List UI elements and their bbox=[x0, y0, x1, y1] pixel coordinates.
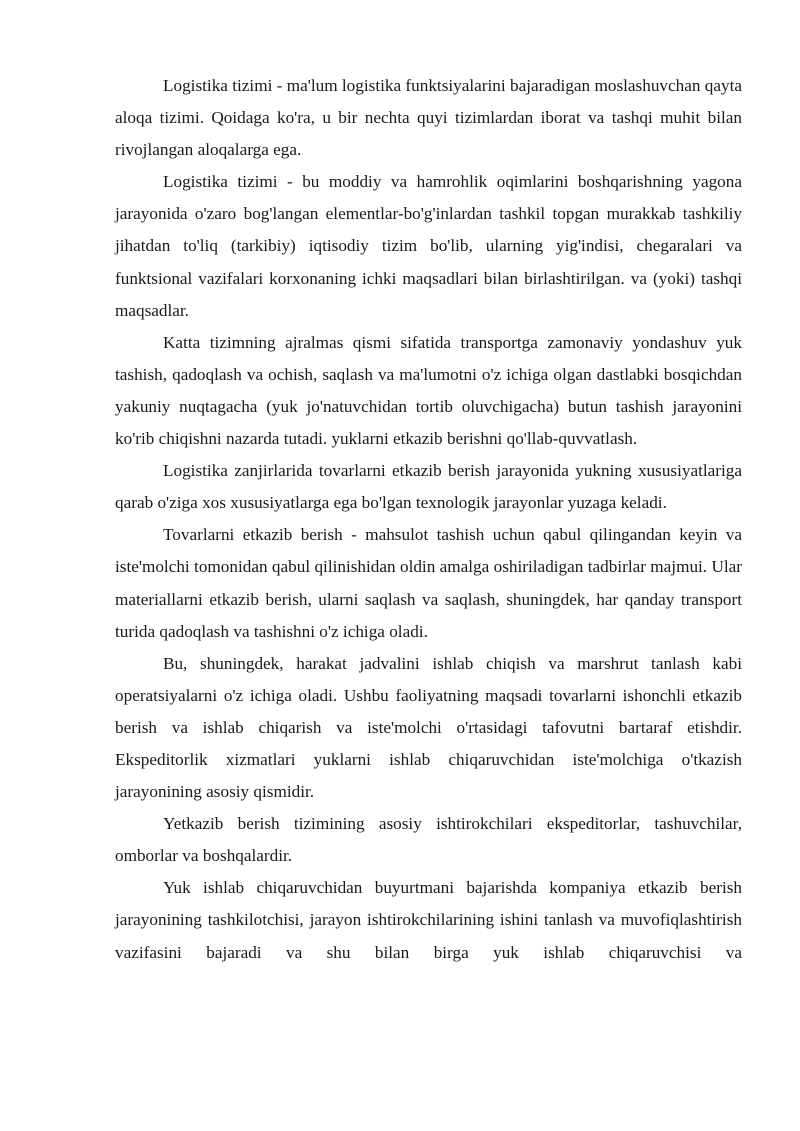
paragraph-operations: Bu, shuningdek, harakat jadvalini ishlab chiqish va marshrut tanlash kabi operatsiyalarni o'z ichiga oladi. Ushbu faoliyatning maqsadi tovarlarni ishonchli etkazib berish va ishlab chiqarish va iste'molchi o'rtasidagi tafovutni bartaraf etishdir. Ekspeditorlik xizmatlari yuklarni ishlab chiqaruvchidan iste'molchiga o'tkazish jarayonining asosiy qismidir. bbox=[115, 653, 742, 802]
paragraph-order-fulfillment: Yuk ishlab chiqaruvchidan buyurtmani bajarishda kompaniya etkazib berish jarayonining tashkilotchisi, jarayon ishtirokchilarining ishini tanlash va muvofiqlashtirish vazifasini bajaradi va shu bilan birga yuk ishlab chiqaruvchisi va bbox=[115, 878, 742, 962]
paragraph-logistics-chains: Logistika zanjirlarida tovarlarni etkazib berish jarayonida yukning xususiyatlariga qarab o'ziga xos xususiyatlarga ega bo'lgan texnologik jarayonlar yuzaga keladi. bbox=[115, 461, 742, 513]
paragraph-logistics-system-definition: Logistika tizimi - ma'lum logistika funktsiyalarini bajaradigan moslashuvchan qayta aloqa tizimi. Qoidaga ko'ra, u bir nechta quyi tizimlardan iborat va tashqi muhit bilan rivojlangan aloqalarga ega. bbox=[115, 76, 742, 160]
paragraph-logistics-system-structure: Logistika tizimi - bu moddiy va hamrohlik oqimlarini boshqarishning yagona jarayonida o'zaro bog'langan elementlar-bo'g'inlardan tashkil topgan murakkab tashkiliy jihatdan to'liq (tarkibiy) iqtisodiy tizim bo'lib, ularning yig'indisi, chegaralari va funktsional vazifalari korxonaning ichki maqsadlari bilan birlashtirilgan. va (yoki) tashqi maqsadlar. bbox=[115, 172, 742, 320]
paragraph-modern-transport-approach: Katta tizimning ajralmas qismi sifatida transportga zamonaviy yondashuv yuk tashish, qadoqlash va ochish, saqlash va ma'lumotni o'z ichiga olgan dastlabki bosqichdan yakuniy nuqtagacha (yuk jo'natuvchidan tortib oluvchigacha) butun tashish jarayonini ko'rib chiqishni nazarda tutadi. yuklarni etkazib berishni qo'llab-quvvatlash. bbox=[115, 332, 742, 449]
paragraph-goods-delivery: Tovarlarni etkazib berish - mahsulot tashish uchun qabul qilingandan keyin va iste'molchi tomonidan qabul qilinishidan oldin amalga oshiriladigan tadbirlar majmui. Ular materiallarni etkazib berish, ularni saqlash va saqlash, shuningdek, har qanday transport turida qadoqlash va tashishni o'z ichiga oladi. bbox=[115, 525, 742, 641]
paragraph-delivery-participants: Yetkazib berish tizimining asosiy ishtirokchilari ekspeditorlar, tashuvchilar, omborlar va boshqalardir. bbox=[115, 814, 742, 866]
document-body bbox=[115, 70, 742, 969]
